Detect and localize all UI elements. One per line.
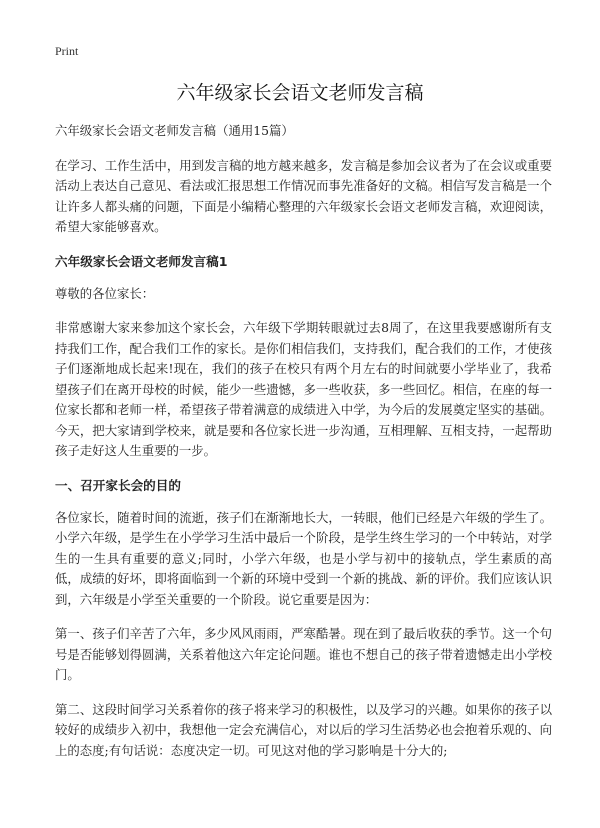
body-paragraph: 第一、孩子们辛苦了六年，多少风风雨雨，严寒酷暑。现在到了最后收获的季节。这一个句号是否能够划得圆满，关系着他这六年定论问题。谁也不想自己的孩子带着遗憾走出小学校门。 [55, 626, 552, 682]
body-paragraph: 各位家长，随着时间的流逝，孩子们在渐渐地长大，一转眼，他们已经是六年级的学生了。小学六年级，是学生在小学学习生活中最后一个阶段，是学生终生学习的一个中转站，对学生的一生具有重要的意义;同时，小学六年级，也是小学与初中的接轨点，学生素质的高低，成绩的好坏，即将面临到一个新的环境中受到一个新的挑战、新的评价。我们应该认识到，六年级是小学至关重要的一个阶段。说它重要是因为： [55, 509, 552, 607]
document-body [55, 121, 552, 775]
purpose-heading: 一、召开家长会的目的 [55, 477, 181, 493]
greeting: 尊敬的各位家长： [55, 285, 155, 301]
document-title: 六年级家长会语文老师发言稿 [176, 82, 424, 104]
body-paragraph: 第二、这段时间学习关系着你的孩子将来学习的积极性，以及学习的兴趣。如果你的孩子以较好的成绩步入初中，我想他一定会充满信心，对以后的学习生活势必也会抱着乐观的、向上的态度;有句话说：态度决定一切。可见这对他的学习影响是十分大的; [55, 701, 552, 758]
intro-paragraph: 在学习、工作生活中，用到发言稿的地方越来越多，发言稿是参加会议者为了在会议或重要活动上表达自己意见、看法或汇报思想工作情况而事先准备好的文稿。相信写发言稿是一个让许多人都头痛的问题，下面是小编精心整理的六年级家长会语文老师发言稿，欢迎阅读，希望大家能够喜欢。 [55, 157, 552, 234]
document-subtitle: 六年级家长会语文老师发言稿（通用15篇） [55, 123, 294, 138]
section-heading: 六年级家长会语文老师发言稿1 [55, 253, 228, 269]
body-paragraph: 非常感谢大家来参加这个家长会，六年级下学期转眼就过去8周了，在这里我要感谢所有支持我们工作，配合我们工作的家长。是你们相信我们，支持我们，配合我们的工作，才使孩子们逐渐地成长起来!现在，我们的孩子在校只有两个月左右的时间就要小学毕业了，我希望孩子们在离开母校的时候，能少一些遗憾，多一些收获，多一些回忆。相信，在座的每一位家长都和老师一样，希望孩子带着满意的成绩进入中学，为今后的发展奠定坚实的基础。今天，把大家请到学校来，就是要和各位家长进一步沟通，互相理解、互相支持，一起帮助孩子走好这人生重要的一步。 [55, 320, 552, 458]
print-link[interactable]: Print [55, 44, 79, 58]
